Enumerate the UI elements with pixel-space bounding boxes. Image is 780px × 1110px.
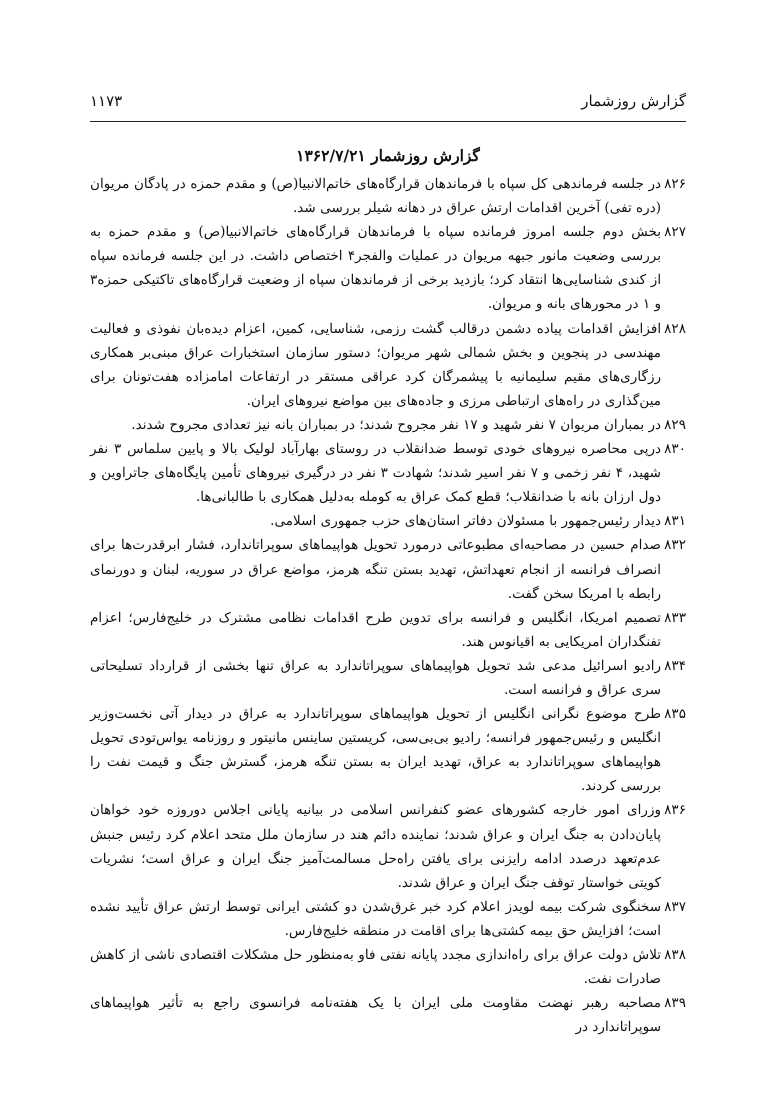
entry-text: مصاحبه رهبر نهضت مقاومت ملی ایران با یک هفته‌نامه فرانسوی راجع به تأثیر هواپیماهای سوپراتاندارد در: [90, 995, 662, 1036]
entry-836: [90, 798, 686, 894]
entry-827: [90, 220, 686, 316]
entry-835: [90, 702, 686, 798]
entry-number: ۸۳۱: [664, 513, 686, 530]
entry-number: ۸۳۵: [664, 706, 686, 723]
entry-number: ۸۳۴: [664, 657, 686, 674]
entry-number: ۸۲۷: [664, 224, 686, 241]
entry-text: تلاش دولت عراق برای راه‌اندازی مجدد پایانه نفتی فاو به‌منظور حل مشکلات اقتصادی ناشی از کاهش صادرات نفت.: [90, 947, 662, 988]
entry-text: طرح موضوع نگرانی انگلیس از تحویل هواپیماهای سوپراتاندارد به عراق در دیدار آتی نخست‌وزیر انگلیس و رئیس‌جمهور فرانسه؛ رادیو بی‌بی‌سی، کریستین ساینس مانیتور و روزنامه یو‌اس‌تودی تحویل هواپیماهای سوپراتاندارد به عراق، تهدید ایران به بستن تنگه هرمز، گسترش جنگ و قیمت نفت را بررسی کردند.: [90, 706, 662, 795]
page-number: ۱۱۷۳: [90, 92, 123, 110]
running-head-title: گزارش روزشمار: [581, 92, 686, 110]
entry-number: ۸۳۰: [664, 441, 686, 458]
entry-830: [90, 437, 686, 509]
entry-text: وزرای امور خارجه کشورهای عضو کنفرانس اسلامی در بیانیه پایانی اجلاس دوروزه خود خواهان پایان‌دادن به جنگ ایران و عراق شدند؛ نماینده دائم هند در سازمان ملل متحد اعلام کرد رئیس جنبش عدم‌تعهد درصدد ادامه رایزنی برای یافتن راه‌حل مسالمت‌آمیز جنگ ایران و عراق است؛ نشریات کویتی خواستار توقف جنگ ایران و عراق شدند.: [90, 802, 662, 891]
entry-text: در بمباران مریوان ۷ نفر شهید و ۱۷ نفر مجروح شدند؛ در بمباران بانه نیز تعدادی مجروح شدند.: [131, 416, 662, 433]
entry-list: [90, 172, 686, 1039]
entry-833: [90, 606, 686, 654]
entry-number: ۸۲۶: [664, 176, 686, 192]
entry-832: [90, 533, 686, 605]
header-rule: [90, 121, 686, 122]
entry-829: [90, 413, 686, 437]
entry-828: [90, 317, 686, 413]
entry-number: ۸۳۳: [664, 609, 686, 626]
entry-number: ۸۳۲: [664, 537, 686, 554]
entry-826: [90, 172, 686, 220]
entry-number: ۸۳۹: [664, 995, 686, 1012]
entry-number: ۸۳۸: [664, 947, 686, 963]
entry-text: رادیو اسرائیل مدعی شد تحویل هواپیماهای سوپراتاندارد به عراق تنها بخشی از قرارداد تسلیحاتی سری عراق و فرانسه است.: [90, 657, 662, 698]
entry-number: ۸۲۸: [664, 320, 686, 337]
entry-number: ۸۳۷: [664, 898, 686, 915]
running-head: [90, 92, 686, 116]
entry-text: افزایش اقدامات پیاده دشمن درقالب گشت رزمی، شناسایی، کمین، اعزام دیده‌بان نفوذی و فعالیت مهندسی در پنجوین و بخش شمالی شهر مریوان؛ دستور سازمان استخبارات عراق مبنی‌بر همکاری رزگاری‌های مقیم سلیمانیه با پیشمرگان کرد عراقی مستقر در ارتفاعات امامزاده هفت‌تونان برای مین‌گذاری در راه‌های ارتباطی مرزی و جاده‌های بین مواضع نیروهای ایران.: [90, 320, 662, 409]
entry-839: [90, 991, 686, 1039]
entry-number: ۸۳۶: [664, 802, 686, 819]
entry-831: [90, 509, 686, 533]
entry-text: بخش دوم جلسه امروز فرمانده سپاه با فرماندهان قرارگاه‌های خاتم‌الانبیا(ص) و مقدم حمزه به بررسی وضعیت مانور جبهه مریوان در عملیات والفجر۴ اختصاص داشت. در این جلسه فرمانده سپاه از کندی شناسایی‌ها انتقاد کرد؛ بازدید برخی از فرماندهان سپاه از وضعیت قرارگاه‌های تاکتیکی حمزه۳ و ۱ در محورهای بانه و مریوان.: [90, 224, 662, 313]
entry-838: [90, 943, 686, 991]
entry-text: تصمیم امریکا، انگلیس و فرانسه برای تدوین طرح اقدامات نظامی مشترک در خلیج‌فارس؛ اعزام تفنگداران امریکایی به اقیانوس هند.: [90, 609, 662, 650]
entry-number: ۸۲۹: [664, 416, 686, 433]
entry-text: صدام حسین در مصاحبه‌ای مطبوعاتی درمورد تحویل هواپیماهای سوپراتاندارد، فشار ابرقدرت‌ها برای انصراف فرانسه از انجام تعهداتش، تهدید بستن تنگه هرمز، مواضع عراق در سوریه، لبنان و دورنمای رابطه با امریکا سخن گفت.: [90, 537, 662, 602]
entry-text: در جلسه فرماندهی کل سپاه با فرماندهان قرارگاه‌های خاتم‌الانبیا(ص) و مقدم حمزه در پادگان مریوان (دره تفی) آخرین اقدامات ارتش عراق در دهانه شیلر بررسی شد.: [90, 176, 662, 217]
entry-837: [90, 895, 686, 943]
report-title: گزارش روزشمار ۱۳۶۲/۷/۲۱: [296, 146, 480, 165]
entry-text: سخنگوی شرکت بیمه لویدز اعلام کرد خبر غرق‌شدن دو کشتی ایرانی توسط ارتش عراق تأیید نشده است؛ افزایش حق بیمه کشتی‌ها برای اقامت در منطقه خلیج‌فارس.: [90, 898, 662, 939]
entry-text: دیدار رئیس‌جمهور با مسئولان دفاتر استان‌های حزب جمهوری اسلامی.: [270, 513, 662, 530]
entry-text: درپی محاصره نیروهای خودی توسط ضدانقلاب در روستای بهارآباد لولیک بالا و پایین سلماس ۳ نفر شهید، ۴ نفر زخمی و ۷ نفر اسیر شدند؛ شهادت ۳ نفر در درگیری نیروهای تأمین پایگاه‌های جاتراوین و دول ارزان بانه با ضدانقلاب؛ قطع کمک عراق به کومله به‌دلیل همکاری با طالبانی‌ها.: [90, 441, 662, 506]
entry-834: [90, 654, 686, 702]
